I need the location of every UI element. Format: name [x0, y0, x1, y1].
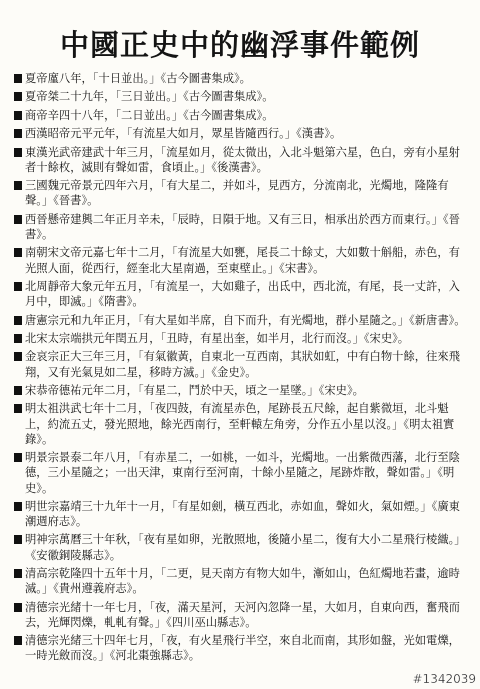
- square-bullet-icon: [14, 569, 22, 578]
- event-text: 金哀宗正大三年三月，「有氣徽黃，自東北一互西南，其狀如虹，中有白物十餘，往來飛翔，又有光氣見如二星，移時方滅。」《金史》。: [25, 350, 460, 379]
- event-text: 夏帝桀二十九年，「三日並出。」《古今圖書集成》。: [25, 90, 274, 104]
- square-bullet-icon: [14, 215, 22, 224]
- event-entry: [14, 383, 468, 398]
- event-text: 北宋太宗端拱元年閏五月，「丑時，有星出奎，如半月，北行而沒。」《宋史》。: [25, 331, 410, 345]
- event-entry: [14, 349, 468, 379]
- event-text: 清高宗乾隆四十五年十月，「二更，見天南方有物大如牛，漸如山，色紅燭地若畫，逾時滅。」《貴州遵義府志》。: [25, 567, 460, 596]
- square-bullet-icon: [14, 74, 22, 83]
- event-text: 唐憲宗元和九年正月，「有大星如半席，自下而升，有光燭地，群小星隨之。」《新唐書》。: [25, 313, 466, 327]
- square-bullet-icon: [14, 181, 22, 190]
- event-text: 南朝宋文帝元嘉七年十二月，「有流星大如甕，尾長二十餘丈，大如數十斛船，赤色，有光照人面，從西行，經奎北大星南過，至東壁止。」《宋書》。: [25, 246, 460, 275]
- event-entry: [14, 279, 468, 309]
- event-text: 三國魏元帝景元四年六月，「有大星二，并如斗，見西方，分流南北，光燭地，隆隆有聲。」《晉書》。: [25, 179, 449, 208]
- image-id-watermark: #1342039: [412, 672, 476, 686]
- event-entry: [14, 212, 468, 242]
- event-text: 明神宗萬曆三十年秋，「夜有星如卵，光散照地，後隨小星二，復有大小二星飛行棱織。」《安徽銅陵縣志》。: [25, 533, 466, 562]
- event-text: 明景宗景泰二年八月，「有赤星二，一如桃，一如斗，光燭地。一出紫微西藩，北行至陰德，三小星隨之；一出天津，東南行至河南，十餘小星隨之，尾跡炸散，聲如雷。」《明史》。: [25, 451, 460, 495]
- event-text: 宋恭帝德祐元年二月，「有星二，鬥於中天，頃之一星墜。」《宋史》。: [25, 383, 364, 397]
- event-text: 清德宗光緒十一年七月，「夜，滿天星河，天河內忽降一星，大如月，自東向西，奮飛而去，光輝閃爍，軋軋有聲。」《四川巫山縣志》。: [25, 600, 460, 629]
- event-entry: [14, 108, 468, 123]
- event-text: 東漢光武帝建武十年三月，「流星如月，從太微出，入北斗魁第六星，色白，旁有小星射者十餘枚，滅則有聲如雷，食頃止。」《後漢書》。: [25, 145, 460, 174]
- event-entry: [14, 600, 468, 630]
- square-bullet-icon: [14, 453, 22, 462]
- square-bullet-icon: [14, 316, 22, 325]
- event-text: 西漢昭帝元平元年，「有流星大如月，眾星皆隨西行。」《漢書》。: [25, 127, 342, 141]
- square-bullet-icon: [14, 248, 22, 257]
- event-text: 夏帝廑八年，「十日並出。」《古今圖書集成》。: [25, 72, 251, 85]
- event-entry: [14, 126, 468, 141]
- event-entry: [14, 499, 468, 529]
- event-text: 西晉懸帝建興二年正月辛未，「辰時，日隕于地。又有三日，相承出於西方而東行。」《晉書》。: [25, 212, 460, 241]
- event-entry: [14, 89, 468, 104]
- square-bullet-icon: [14, 111, 22, 120]
- event-entry: [14, 245, 468, 275]
- event-entry: [14, 401, 468, 447]
- event-entry: [14, 145, 468, 175]
- event-entry: [14, 450, 468, 496]
- square-bullet-icon: [14, 282, 22, 291]
- square-bullet-icon: [14, 636, 22, 645]
- page-title: 中國正史中的幽浮事件範例: [59, 28, 420, 62]
- event-list: [14, 71, 468, 667]
- event-entry: [14, 566, 468, 596]
- event-text: 明太祖洪武七年十二月，「夜四鼓，有流星赤色，尾跡長五尺餘，起自紫微垣，北斗魁上，約流五丈，發光照地，餘光西南行，至軒轅左角旁，分作五小星以沒。」《明太祖實錄》。: [25, 402, 455, 446]
- square-bullet-icon: [14, 92, 22, 101]
- event-entry: [14, 331, 468, 346]
- square-bullet-icon: [14, 129, 22, 138]
- event-entry: [14, 313, 468, 328]
- event-text: 明世宗嘉靖三十九年十一月，「有星如劍，橫互西北，赤如血，聲如火，氣如煙。」《廣東潮週府志》。: [25, 499, 460, 529]
- event-text: 清德宗光緒三十四年七月，「夜，有火星飛行半空，來自北而南，其形如盤，光如電爍，一時光斂而沒。」《河北棗強縣志》。: [25, 634, 460, 663]
- square-bullet-icon: [14, 603, 22, 612]
- event-text: 北周靜帝大象元年五月，「有流星一，大如雞子，出氐中，西北流，有尾，長一丈許，入月中，即滅。」《隋書》。: [25, 279, 460, 309]
- square-bullet-icon: [14, 352, 22, 361]
- event-entry: [14, 633, 468, 663]
- square-bullet-icon: [14, 148, 22, 157]
- square-bullet-icon: [14, 535, 22, 544]
- square-bullet-icon: [14, 502, 22, 511]
- event-entry: [14, 178, 468, 208]
- square-bullet-icon: [14, 334, 22, 343]
- event-entry: [14, 71, 468, 86]
- event-text: 商帝辛四十八年，「二日並出。」《古今圖書集成》。: [25, 108, 274, 122]
- square-bullet-icon: [14, 386, 22, 395]
- square-bullet-icon: [14, 404, 22, 413]
- event-entry: [14, 532, 468, 562]
